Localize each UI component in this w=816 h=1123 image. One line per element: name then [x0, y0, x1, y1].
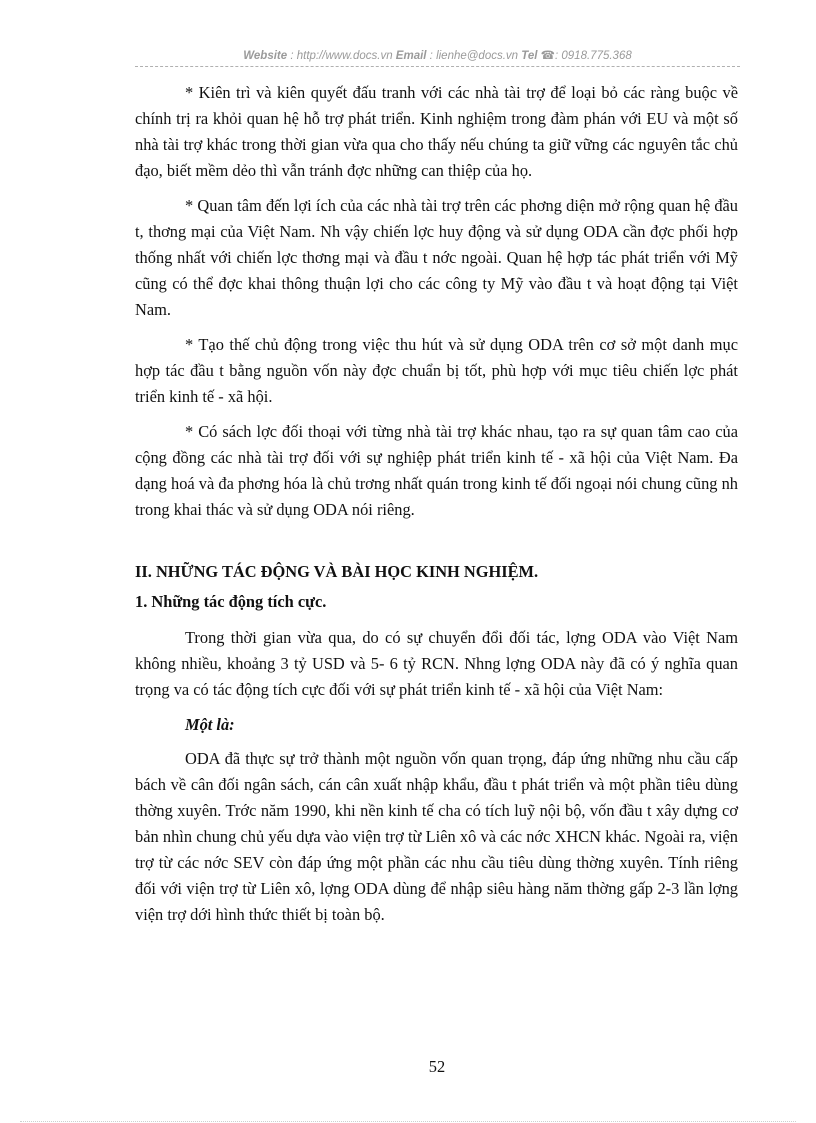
point-paragraph: ODA đã thực sự trở thành một nguồn vốn quan trọng, đáp ứng những nhu cầu cấp bách về cân đối ngân sách, cán cân xuất nhập khẩu, đầu t phát triển và một phần tiêu dùng thờng xuyên. Trớc năm 1990, khi nền kinh tế cha có tích luỹ nội bộ, vốn đầu t xây dựng cơ bản nhìn chung chủ yếu dựa vào viện trợ từ Liên xô và các nớc XHCN khác. Ngoài ra, viện trợ từ các nớc SEV còn đáp ứng một phần các nhu cầu tiêu dùng thờng xuyên. Tính riêng đối với viện trợ từ Liên xô, lợng ODA dùng để nhập siêu hàng năm thờng gấp 2-3 lần lợng viện trợ dới hình thức thiết bị toàn bộ.	[135, 749, 738, 924]
website-value[interactable]: : http://www.docs.vn	[287, 50, 396, 62]
paragraph: * Kiên trì và kiên quyết đấu tranh với các nhà tài trợ để loại bỏ các ràng buộc về chính trị ra khỏi quan hệ hỗ trợ phát triển. Kinh nghiệm trong đàm phán với EU và một số nhà tài trợ khác trong thời gian vừa qua cho thấy nếu chúng ta giữ vững các nguyên tắc chủ đạo, biết mềm dẻo thì vẫn tránh đợc những can thiệp của họ.	[135, 83, 738, 180]
page-header	[135, 48, 740, 64]
website-label: Website	[243, 50, 288, 62]
paragraph: * Quan tâm đến lợi ích của các nhà tài trợ trên các phơng diện mở rộng quan hệ đầu t, thơng mại của Việt Nam. Nh vậy chiến lợc huy động và sử dụng ODA cần đợc phối hợp thống nhất với chiến lợc thơng mại và đầu t nớc ngoài. Quan hệ hợp tác phát triển với Mỹ cũng có thể đợc khai thông thuận lợi cho các công ty Mỹ vào đầu t và hoạt động tại Việt Nam.	[135, 196, 738, 319]
tel-value: : 0918.775.368	[555, 50, 632, 62]
intro-paragraph: Trong thời gian vừa qua, do có sự chuyển đổi đối tác, lợng ODA vào Việt Nam không nhiều, khoảng 3 tỷ USD và 5- 6 tỷ RCN. Nhng lợng ODA này đã có ý nghĩa quan trọng va có tác động tích cực đối với sự phát triển kinh tế - xã hội của Việt Nam:	[135, 628, 738, 699]
section-heading: II. NHỮNG TÁC ĐỘNG VÀ BÀI HỌC KINH NGHIỆM.	[135, 562, 539, 581]
paragraph: * Tạo thế chủ động trong việc thu hút và sử dụng ODA trên cơ sở một danh mục hợp tác đầu t bằng nguồn vốn này đợc chuẩn bị tốt, phù hợp với mục tiêu chiến lợc phát triển kinh tế - xã hội.	[135, 335, 738, 406]
email-label: Email	[395, 50, 427, 62]
header-divider	[135, 66, 740, 67]
paragraph: * Có sách lợc đối thoại với từng nhà tài trợ khác nhau, tạo ra sự quan tâm cao của cộng đồng các nhà tài trợ đối với sự nghiệp phát triển kinh tế - xã hội của Việt Nam. Đa dạng hoá và đa phơng hóa là chủ trơng nhất quán trong kinh tế đối ngoại nói chung cũng nh trong khai thác và sử dụng ODA nói riêng.	[135, 422, 738, 519]
email-value[interactable]: : lienhe@docs.vn	[426, 50, 522, 62]
point-label: Một là:	[185, 715, 235, 734]
subsection-heading: 1. Những tác động tích cực.	[135, 592, 327, 611]
phone-icon: ☎	[540, 50, 555, 62]
tel-label: Tel	[521, 50, 538, 62]
bottom-divider	[20, 1121, 796, 1122]
page-content	[135, 80, 738, 937]
page-number: 52	[428, 1057, 446, 1076]
